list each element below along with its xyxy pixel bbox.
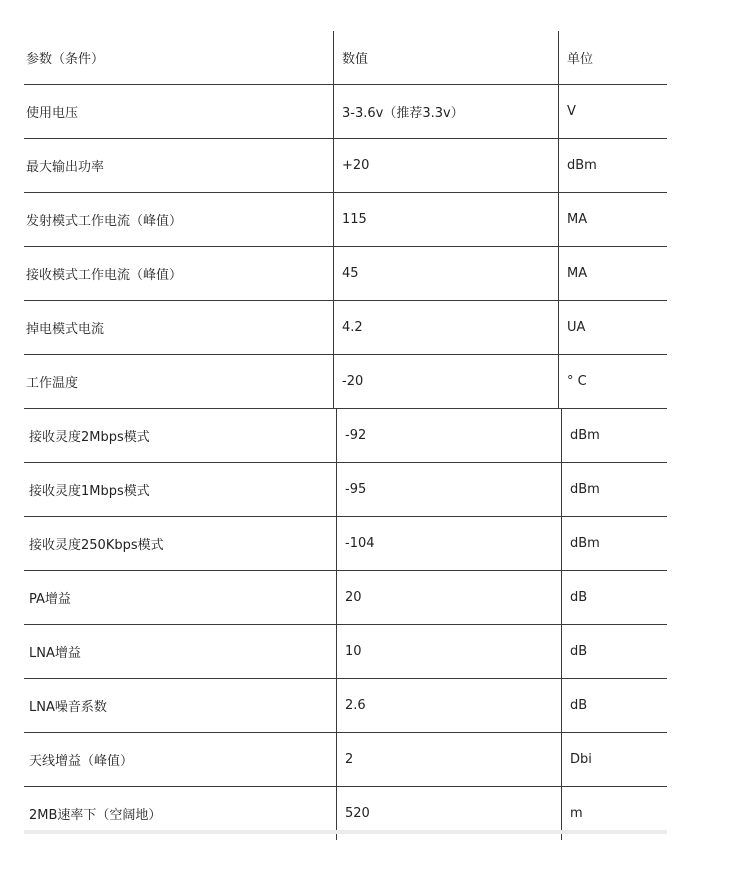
- param-cell: 接收灵度250Kbps模式: [29, 538, 164, 553]
- column-divider: [561, 571, 562, 624]
- value-cell: 45: [342, 266, 359, 281]
- column-divider: [336, 679, 337, 732]
- column-divider: [333, 31, 334, 84]
- value-cell: 520: [345, 806, 370, 821]
- header-value: 数值: [342, 52, 369, 67]
- column-divider: [333, 355, 334, 408]
- column-divider: [561, 679, 562, 732]
- column-divider: [558, 85, 559, 138]
- param-cell: 接收灵度2Mbps模式: [29, 430, 150, 445]
- table-row: [24, 571, 667, 625]
- unit-cell: ° C: [567, 374, 587, 389]
- table-row: [24, 517, 667, 571]
- value-cell: 2: [345, 752, 354, 767]
- column-divider: [558, 355, 559, 408]
- unit-cell: dBm: [570, 482, 600, 497]
- param-cell: 工作温度: [26, 376, 79, 391]
- column-divider: [333, 193, 334, 246]
- param-cell: 掉电模式电流: [26, 322, 105, 337]
- table-row: [24, 463, 667, 517]
- column-divider: [558, 247, 559, 300]
- unit-cell: dBm: [570, 428, 600, 443]
- param-cell: 接收模式工作电流（峰值）: [26, 268, 183, 283]
- column-divider: [336, 733, 337, 786]
- column-divider: [336, 517, 337, 570]
- unit-cell: UA: [567, 320, 586, 335]
- table-row: [24, 301, 667, 355]
- column-divider: [561, 517, 562, 570]
- value-cell: 4.2: [342, 320, 363, 335]
- unit-cell: Dbi: [570, 752, 592, 767]
- value-cell: -95: [345, 482, 367, 497]
- param-cell: LNA增益: [29, 646, 81, 661]
- value-cell: 20: [345, 590, 362, 605]
- value-cell: -20: [342, 374, 364, 389]
- unit-cell: dBm: [570, 536, 600, 551]
- column-divider: [558, 193, 559, 246]
- column-divider: [561, 733, 562, 786]
- value-cell: +20: [342, 158, 370, 173]
- table-row: [24, 625, 667, 679]
- param-cell: 使用电压: [26, 106, 79, 121]
- table-row: [24, 733, 667, 787]
- table-row: [24, 193, 667, 247]
- unit-cell: dBm: [567, 158, 597, 173]
- column-divider: [333, 247, 334, 300]
- param-cell: 接收灵度1Mbps模式: [29, 484, 150, 499]
- header-param: 参数（条件）: [26, 52, 105, 67]
- column-divider: [561, 625, 562, 678]
- column-divider: [333, 85, 334, 138]
- value-cell: -104: [345, 536, 375, 551]
- param-cell: 发射模式工作电流（峰值）: [26, 214, 183, 229]
- table-row: [24, 679, 667, 733]
- value-cell: 10: [345, 644, 362, 659]
- column-divider: [336, 571, 337, 624]
- table-row: [24, 139, 667, 193]
- table-header-row: [24, 31, 667, 85]
- table-row: [24, 85, 667, 139]
- value-cell: 2.6: [345, 698, 366, 713]
- spec-table: [24, 31, 667, 840]
- column-divider: [558, 301, 559, 354]
- table-row: [24, 247, 667, 301]
- unit-cell: MA: [567, 212, 588, 227]
- param-cell: LNA噪音系数: [29, 700, 107, 715]
- table-bottom-shade: [24, 830, 667, 834]
- param-cell: 天线增益（峰值）: [29, 754, 134, 769]
- table-row: [24, 355, 667, 409]
- column-divider: [558, 31, 559, 84]
- unit-cell: m: [570, 806, 583, 821]
- column-divider: [561, 463, 562, 516]
- unit-cell: V: [567, 104, 576, 119]
- column-divider: [336, 409, 337, 462]
- column-divider: [336, 625, 337, 678]
- header-unit: 单位: [567, 52, 594, 67]
- param-cell: 2MB速率下（空阔地）: [29, 808, 162, 823]
- column-divider: [561, 409, 562, 462]
- unit-cell: dB: [570, 590, 588, 605]
- table-row: [24, 409, 667, 463]
- unit-cell: dB: [570, 644, 588, 659]
- unit-cell: MA: [567, 266, 588, 281]
- value-cell: 115: [342, 212, 367, 227]
- param-cell: PA增益: [29, 592, 71, 607]
- column-divider: [558, 139, 559, 192]
- column-divider: [333, 301, 334, 354]
- param-cell: 最大输出功率: [26, 160, 105, 175]
- column-divider: [333, 139, 334, 192]
- value-cell: 3-3.6v（推荐3.3v）: [342, 106, 464, 121]
- column-divider: [336, 463, 337, 516]
- unit-cell: dB: [570, 698, 588, 713]
- value-cell: -92: [345, 428, 367, 443]
